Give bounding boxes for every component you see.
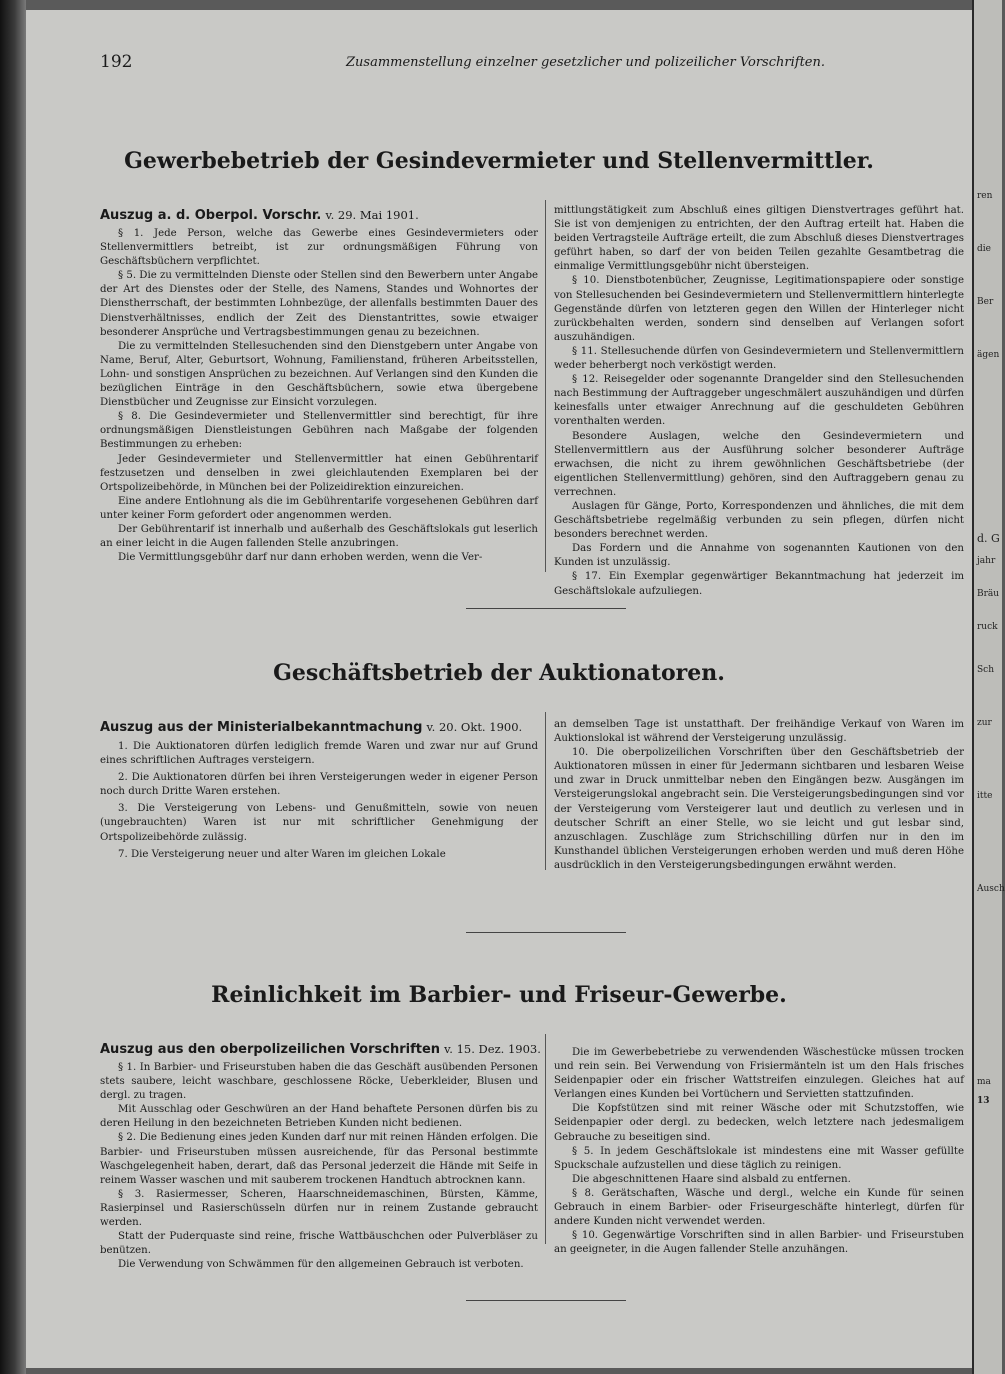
paragraph: Besondere Auslagen, welche den Gesindevermietern und Stellenvermittlern aus der Ausführung solcher besonderer Aufträge erwachsen, die nicht zu ihrem gewöhnlichen Geschäftsbetriebe (der eigentlichen Stellenvermittlung) gehören, sind den Auftraggebern genau zu verrechnen.	[554, 430, 964, 498]
margin-fragment: Ausch	[977, 884, 1005, 894]
section-2-left-column	[100, 718, 538, 874]
paragraph: § 3. Rasiermesser, Scheren, Haarschneidemaschinen, Bürsten, Kämme, Rasierpinsel und Rasierschüsseln dürfen nur in reinem Zustande gebraucht werden.	[100, 1188, 538, 1229]
paragraph: § 5. In jedem Geschäftslokale ist mindestens eine mit Wasser gefüllte Spuckschale aufzustellen und diese täglich zu reinigen.	[554, 1145, 964, 1171]
paragraph: 3. Die Versteigerung von Lebens- und Genußmitteln, sowie von neuen (ungebrauchten) Waren ist nur mit schriftlicher Genehmigung der Ortspolizeibehörde zulässig.	[100, 803, 538, 843]
page-number: 192	[100, 52, 133, 72]
paragraph: Der Gebührentarif ist innerhalb und außerhalb des Geschäftslokals gut leserlich an einer leicht in die Augen fallenden Stelle anzubringen.	[100, 523, 538, 550]
paragraph: Das Fordern und die Annahme von sogenannten Kautionen von den Kunden ist unzulässig.	[554, 543, 964, 569]
paragraph: Die zu vermittelnden Stellesuchenden sind den Dienstgebern unter Angabe von Name, Beruf, Alter, Geburtsort, Wohnung, Familienstand, früheren Arbeitsstellen, Lohn- und sonstigen Ansprüchen zu bezeichnen. Auf Verlangen sind den Kunden die bezüglichen Einträge in den Geschäftsbüchern, sowie etwa übergebene Dienstbücher und Zeugnisse zur Einsicht vorzulegen.	[100, 340, 538, 409]
paragraph: Mit Ausschlag oder Geschwüren an der Hand behaftete Personen dürfen bis zu deren Heilung in den bezeichneten Betrieben Kunden nicht bedienen.	[100, 1104, 538, 1130]
paragraph: § 5. Die zu vermittelnden Dienste oder Stellen sind den Bewerbern unter Angabe der Art des Dienstes oder der Stelle, des Namens, Standes und Wohnortes der Dienstherrschaft, der bestimmten Lohnbezüge, der allenfalls bestimmten Dauer des Dienstverhältnisses, endlich der Zeit des Dienstantrittes, sowie etwaiger besonderer Ansprüche und Vertragsbestimmungen genau zu bezeichnen.	[100, 270, 538, 338]
paragraph: Jeder Gesindevermieter und Stellenvermittler hat einen Gebührentarif festzusetzen und denselben in zwei gleichlautenden Exemplaren bei der Ortspolizeibehörde, in München bei der Polizeidirektion einzureichen.	[100, 453, 538, 493]
paragraph: § 10. Gegenwärtige Vorschriften sind in allen Barbier- und Friseurstuben an geeigneter, in die Augen fallender Stelle anzuhängen.	[554, 1230, 964, 1256]
paragraph: § 1. In Barbier- und Friseurstuben haben die das Geschäft ausübenden Personen stets saubere, leicht waschbare, geschlossene Röcke, Ueberkleider, Blusen und dergl. zu tragen.	[100, 1062, 538, 1102]
section-1-right-column	[554, 204, 964, 597]
column-rule	[545, 712, 546, 870]
paragraph: Die Verwendung von Schwämmen für den allgemeinen Gebrauch ist verboten.	[118, 1259, 524, 1271]
margin-fragment: zur	[977, 718, 992, 728]
paragraph: 1. Die Auktionatoren dürfen lediglich fremde Waren und zwar nur auf Grund eines schriftlichen Auftrages versteigern.	[100, 741, 538, 767]
margin-fragment: Sch	[977, 665, 995, 675]
running-head: Zusammenstellung einzelner gesetzlicher und polizeilicher Vorschriften.	[346, 55, 825, 70]
section-2-right-column	[554, 718, 964, 870]
source-citation: Auszug aus den oberpolizeilichen Vorschriften v. 15. Dez. 1903.	[100, 1042, 541, 1057]
margin-fragment: d. G	[977, 532, 1000, 545]
margin-fragment: Bräu	[977, 589, 1000, 599]
document-page	[26, 10, 972, 1368]
margin-fragment: ren	[977, 191, 993, 201]
paragraph: 7. Die Versteigerung neuer und alter Waren im gleichen Lokale	[118, 848, 446, 860]
paragraph: § 2. Die Bedienung eines jeden Kunden darf nur mit reinen Händen erfolgen. Die Barbier- und Friseurstuben müssen ausreichende, für das Personal bestimmte Waschgelegenheit haben, derart, daß das Personal jederzeit die Hände mit Seife in reinem Wasser waschen und mit sauberem trockenen Handtuch abtrocknen kann.	[100, 1132, 538, 1186]
column-rule	[545, 1034, 546, 1244]
margin-fragment: Ber	[977, 297, 994, 307]
section-divider	[466, 1300, 626, 1301]
section-title-gesindevermieter: Gewerbebetrieb der Gesindevermieter und Stellenvermittler.	[124, 148, 874, 174]
margin-fragment: die	[977, 244, 991, 254]
paragraph: Die abgeschnittenen Haare sind alsbald zu entfernen.	[572, 1173, 851, 1185]
adjacent-page-edge	[972, 0, 1005, 1374]
paragraph: 10. Die oberpolizeilichen Vorschriften über den Geschäftsbetrieb der Auktionatoren müssen in einer für Jedermann sichtbaren und lesbaren Weise und zwar in Druck unmittelbar neben den Eingängen bezw. Ausgängen im Versteigerungslokal angebracht sein. Die Versteigerungsbedingungen sind vor der Versteigerung vom Versteigerer laut und deutlich zu verlesen und in deutscher Schrift an einer Stelle, wo sie leicht und gut lesbar sind, anzuschlagen. Zuschläge zum Strichschilling dürfen nur in den im Kunsthandel üblichen Versteigerungen erhoben werden und muß deren Höhe ausdrücklich in den Versteigerungsbedingungen erwähnt werden.	[554, 747, 964, 871]
paragraph: Die Kopfstützen sind mit reiner Wäsche oder mit Schutzstoffen, wie Seidenpapier oder dergl. zu bedecken, welch letztere nach jedesmaligem Gebrauche zu beseitigen sind.	[554, 1103, 964, 1143]
section-3-right-column	[554, 1046, 964, 1256]
margin-fragment: ruck	[977, 622, 998, 632]
section-1-left-column	[100, 206, 538, 572]
paragraph: Die im Gewerbebetriebe zu verwendenden Wäschestücke müssen trocken und rein sein. Bei Verwendung von Frisiermänteln ist um den Hals frisches Seidenpapier oder ein frischer Wattstreifen einzulegen. Gleiches hat auf Verlangen eines Kunden bei Vortüchern und Servietten stattzufinden.	[554, 1047, 964, 1101]
margin-fragment: ägen	[977, 350, 1000, 360]
paragraph: § 12. Reisegelder oder sogenannte Drangelder sind den Stellesuchenden nach Bestimmung der Auftraggeber ungeschmälert auszuhändigen und dürfen keinesfalls unter etwaiger Anrechnung auf die geschuldeten Gebühren vorenthalten werden.	[554, 374, 964, 428]
section-3-left-column	[100, 1040, 541, 1271]
paragraph: Statt der Puderquaste sind reine, frische Wattbäuschchen oder Pulverbläser zu benützen.	[100, 1231, 538, 1257]
paragraph: Auslagen für Gänge, Porto, Korrespondenzen und ähnliches, die mit dem Geschäftsbetriebe regelmäßig verbunden zu sein pflegen, dürfen nicht besonders berechnet werden.	[554, 500, 964, 541]
paragraph: § 1. Jede Person, welche das Gewerbe eines Gesindevermieters oder Stellenvermittlers betreibt, ist zur ordnungsmäßigen Führung von Geschäftsbüchern verpflichtet.	[100, 228, 538, 268]
paragraph: Die Vermittlungsgebühr darf nur dann erhoben werden, wenn die Ver-	[118, 552, 483, 564]
margin-fragment: 13	[977, 1096, 990, 1106]
paragraph: an demselben Tage ist unstatthaft. Der freihändige Verkauf von Waren im Auktionslokal ist während der Versteigerung unzulässig.	[554, 719, 964, 745]
source-citation: Auszug aus der Ministerialbekanntmachung v. 20. Okt. 1900.	[100, 720, 523, 735]
column-rule	[545, 200, 546, 572]
margin-fragment: ma	[977, 1077, 991, 1087]
paragraph: § 11. Stellesuchende dürfen von Gesindevermietern und Stellenvermittlern weder beherbergt noch verköstigt werden.	[554, 345, 964, 372]
paragraph: 2. Die Auktionatoren dürfen bei ihren Versteigerungen weder in eigener Person noch durch Dritte Waren erstehen.	[100, 772, 538, 798]
paragraph: mittlungstätigkeit zum Abschluß eines giltigen Dienstvertrages geführt hat. Sie ist von demjenigen zu entrichten, der den Auftrag erteilt hat. Haben die beiden Vertragsteile Aufträge erteilt, die zum Abschluß dieses Dienstvertrages geführt haben, so darf der von beiden Teilen gezahlte Gesamtbetrag die einmalige Vermittlungsgebühr nicht übersteigen.	[554, 205, 964, 273]
section-title-auktionatoren: Geschäftsbetrieb der Auktionatoren.	[273, 660, 725, 686]
paragraph: § 17. Ein Exemplar gegenwärtiger Bekanntmachung hat jederzeit im Geschäftslokale aufzuliegen.	[554, 571, 964, 597]
paragraph: § 8. Die Gesindevermieter und Stellenvermittler sind berechtigt, für ihre ordnungsmäßigen Dienstleistungen Gebühren nach Maßgabe der folgenden Bestimmungen zu erheben:	[100, 411, 538, 451]
margin-fragment: itte	[977, 791, 993, 801]
section-divider	[466, 932, 626, 933]
paragraph: Eine andere Entlohnung als die im Gebührentarife vorgesehenen Gebühren darf unter keiner Form gefordert oder angenommen werden.	[100, 495, 538, 521]
source-citation: Auszug a. d. Oberpol. Vorschr. v. 29. Mai 1901.	[100, 208, 419, 223]
paragraph: § 8. Gerätschaften, Wäsche und dergl., welche ein Kunde für seinen Gebrauch in einem Barbier- oder Friseurgeschäfte hinterlegt, dürfen für andere Kunden nicht verwendet werden.	[554, 1187, 964, 1228]
section-divider	[466, 608, 626, 609]
paragraph: § 10. Dienstbotenbücher, Zeugnisse, Legitimationspapiere oder sonstige von Stellesuchenden bei Gesindevermietern und Stellenvermittlern hinterlegte Gegenstände dürfen von letzteren gegen den Willen der Hinterleger nicht zurückbehalten werden, sondern sind denselben auf Verlangen sofort auszuhändigen.	[554, 275, 964, 343]
margin-fragment: jahr	[977, 556, 996, 566]
book-spine	[0, 0, 26, 1374]
section-title-barbier-friseur: Reinlichkeit im Barbier- und Friseur-Gewerbe.	[211, 982, 787, 1008]
